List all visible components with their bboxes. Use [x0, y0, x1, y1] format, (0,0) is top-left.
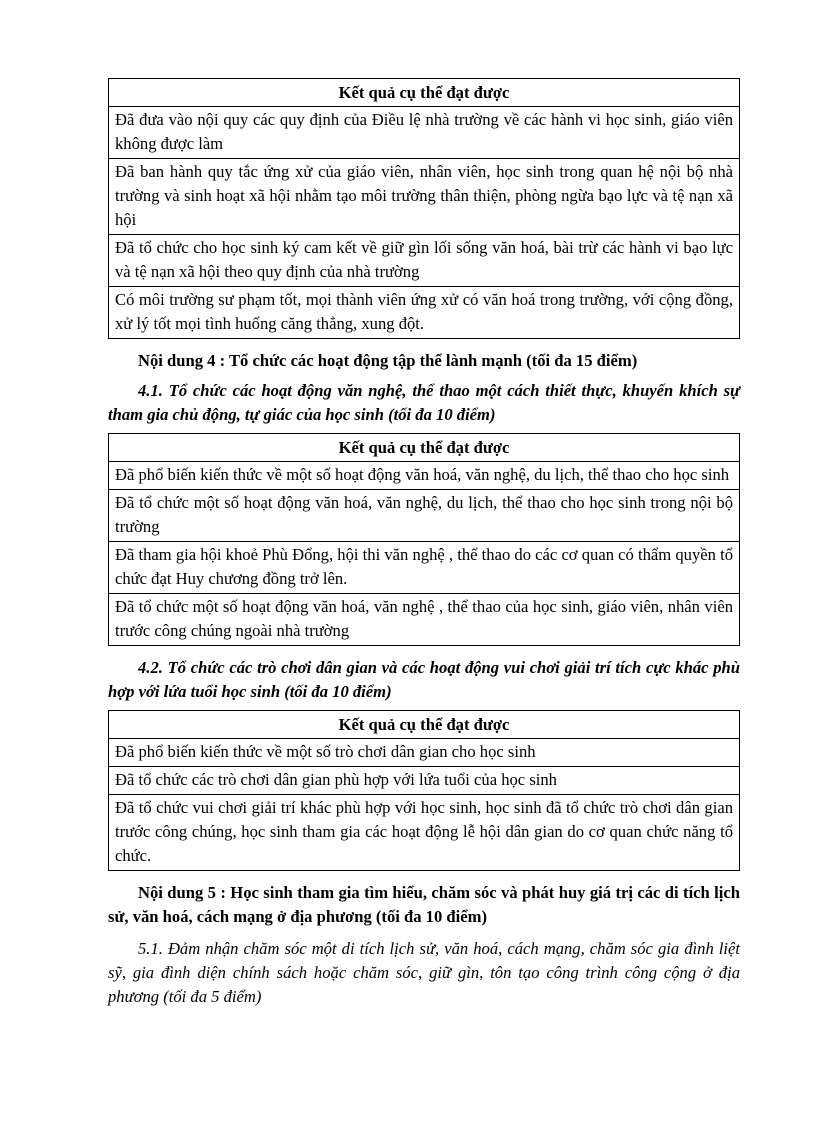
table-row: Đã tổ chức cho học sinh ký cam kết về giữ gìn lối sống văn hoá, bài trừ các hành vi bạo lực và tệ nạn xã hội theo quy định của nhà trường: [109, 235, 740, 287]
table-row: Đã phổ biến kiến thức về một số hoạt động văn hoá, văn nghệ, du lịch, thể thao cho học sinh: [109, 462, 740, 490]
table-row: Có môi trường sư phạm tốt, mọi thành viên ứng xử có văn hoá trong trường, với cộng đồng, xử lý tốt mọi tình huống căng thẳng, xung đột.: [109, 287, 740, 339]
section-5-1-text: 5.1. Đảm nhận chăm sóc một di tích lịch sử, văn hoá, cách mạng, chăm sóc gia đình liệt sỹ, gia đình diện chính sách hoặc chăm sóc, giữ gìn, tôn tạo công trình công cộng ở địa phương (tối đa 5 điểm): [108, 939, 740, 1006]
table-row: Đã tham gia hội khoẻ Phù Đổng, hội thi văn nghệ , thể thao do các cơ quan có thẩm quyền tổ chức đạt Huy chương đồng trở lên.: [109, 542, 740, 594]
section-4-2-heading: 4.2. Tổ chức các trò chơi dân gian và các hoạt động vui chơi giải trí tích cực khác phù hợp với lứa tuổi học sinh (tối đa 10 điểm): [108, 658, 740, 701]
table-row: Đã tổ chức một số hoạt động văn hoá, văn nghệ , thể thao của học sinh, giáo viên, nhân viên trước công chúng ngoài nhà trường: [109, 594, 740, 646]
table-header: Kết quả cụ thể đạt được: [109, 434, 740, 462]
table-row: Đã phổ biến kiến thức về một số trò chơi dân gian cho học sinh: [109, 739, 740, 767]
table-row: Đã tổ chức vui chơi giải trí khác phù hợp với học sinh, học sinh đã tổ chức trò chơi dân gian trước công chúng, học sinh tham gia các hoạt động lễ hội dân gian do cơ quan chức năng tổ chức.: [109, 795, 740, 871]
table-header: Kết quả cụ thể đạt được: [109, 711, 740, 739]
table-header: Kết quả cụ thể đạt được: [109, 79, 740, 107]
results-table-3: [108, 710, 740, 871]
results-table-1: [108, 78, 740, 339]
table-row: Đã tổ chức các trò chơi dân gian phù hợp với lứa tuổi của học sinh: [109, 767, 740, 795]
section-4-1-heading: 4.1. Tổ chức các hoạt động văn nghệ, thể thao một cách thiết thực, khuyến khích sự tham gia chủ động, tự giác của học sinh (tối đa 10 điểm): [108, 381, 740, 424]
table-row: Đã tổ chức một số hoạt động văn hoá, văn nghệ, du lịch, thể thao cho học sinh trong nội bộ trường: [109, 490, 740, 542]
section-4-heading: Nội dung 4 : Tổ chức các hoạt động tập thể lành mạnh (tối đa 15 điểm): [138, 351, 638, 370]
document-page: [108, 78, 740, 1009]
section-5-heading: Nội dung 5 : Học sinh tham gia tìm hiểu, chăm sóc và phát huy giá trị các di tích lịch sử, văn hoá, cách mạng ở địa phương (tối đa 10 điểm): [108, 883, 740, 926]
results-table-2: [108, 433, 740, 646]
table-row: Đã ban hành quy tắc ứng xử của giáo viên, nhân viên, học sinh trong quan hệ nội bộ nhà trường và sinh hoạt xã hội nhằm tạo môi trường thân thiện, phòng ngừa bạo lực và tệ nạn xã hội: [109, 159, 740, 235]
table-row: Đã đưa vào nội quy các quy định của Điều lệ nhà trường về các hành vi học sinh, giáo viên không được làm: [109, 107, 740, 159]
